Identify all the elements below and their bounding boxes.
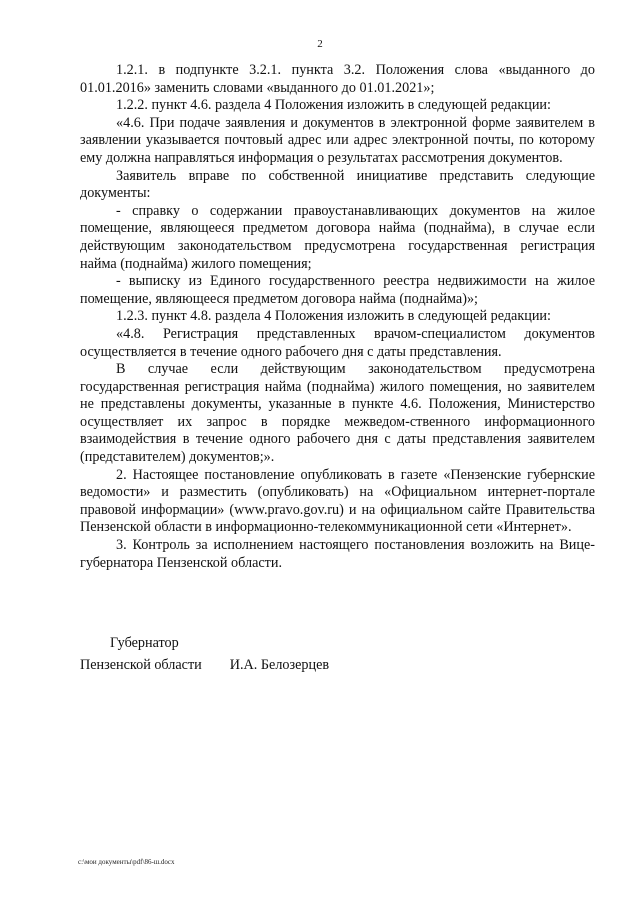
signature-row (80, 654, 329, 676)
paragraph-registry-extract-item: - выписку из Единого государственного реестра недвижимости на жилое помещение, являющееся предметом договора найма (поднайма)»; (80, 273, 595, 307)
paragraph-4-6: «4.6. При подаче заявления и документов в электронной форме заявителем в заявлении указывается почтовый адрес или адрес электронной почты, по которому ему должна направляться информация о результатах рассмотрения документов. (80, 114, 595, 166)
paragraph-control: 3. Контроль за исполнением настоящего постановления возложить на Вице-губернатора Пензенской области. (80, 537, 595, 571)
paragraph-publication: 2. Настоящее постановление опубликовать в газете «Пензенские губернские ведомости» и разместить (опубликовать) на «Официальном интернет-портале правовой информации» (www.pravo.gov.ru) и на официальном сайте Правительства Пензенской области в информационно-телекоммуникационной сети «Интернет». (80, 466, 595, 536)
paragraph-1-2-2: 1.2.2. пункт 4.6. раздела 4 Положения изложить в следующей редакции: (116, 97, 551, 114)
paragraph-applicant-right: Заявитель вправе по собственной инициативе представить следующие документы: (80, 167, 595, 202)
signatory-name: И.А. Белозерцев (229, 657, 330, 673)
paragraph-1-2-1: 1.2.1. в подпункте 3.2.1. пункта 3.2. Положения слова «выданного до 01.01.2016» заменить словами «выданного до 01.01.2021»; (80, 62, 595, 96)
signature-title-line2: Пензенской области (80, 657, 202, 673)
signature-title-line1: Губернатор (110, 635, 179, 651)
footer-file-path: c:\мои документы\pdf\86-ш.docx (78, 858, 175, 866)
signature-block (80, 632, 329, 676)
document-body (80, 62, 595, 572)
paragraph-certificate-item: - справку о содержании правоустанавливающих документов на жилое помещение, являющееся предметом договора найма (поднайма), в случае если действующим законодательством предусмотрена государственная регистрация найма (поднайма) жилого помещения; (80, 202, 595, 272)
page-number: 2 (317, 38, 323, 50)
paragraph-4-8: «4.8. Регистрация представленных врачом-специалистом документов осуществляется в течение одного рабочего дня с даты представления. (80, 325, 595, 360)
paragraph-1-2-3: 1.2.3. пункт 4.8. раздела 4 Положения изложить в следующей редакции: (116, 308, 551, 325)
paragraph-registration-case: В случае если действующим законодательством предусмотрена государственная регистрация найма (поднайма) жилого помещения, но заявителем не представлены документы, указанные в пункте 4.6. Положения, Министерство осуществляет их запрос в порядке межведом-ственного информационного взаимодействия в течение одного рабочего дня с даты представления заявителем (представителем) документов;». (80, 361, 595, 466)
